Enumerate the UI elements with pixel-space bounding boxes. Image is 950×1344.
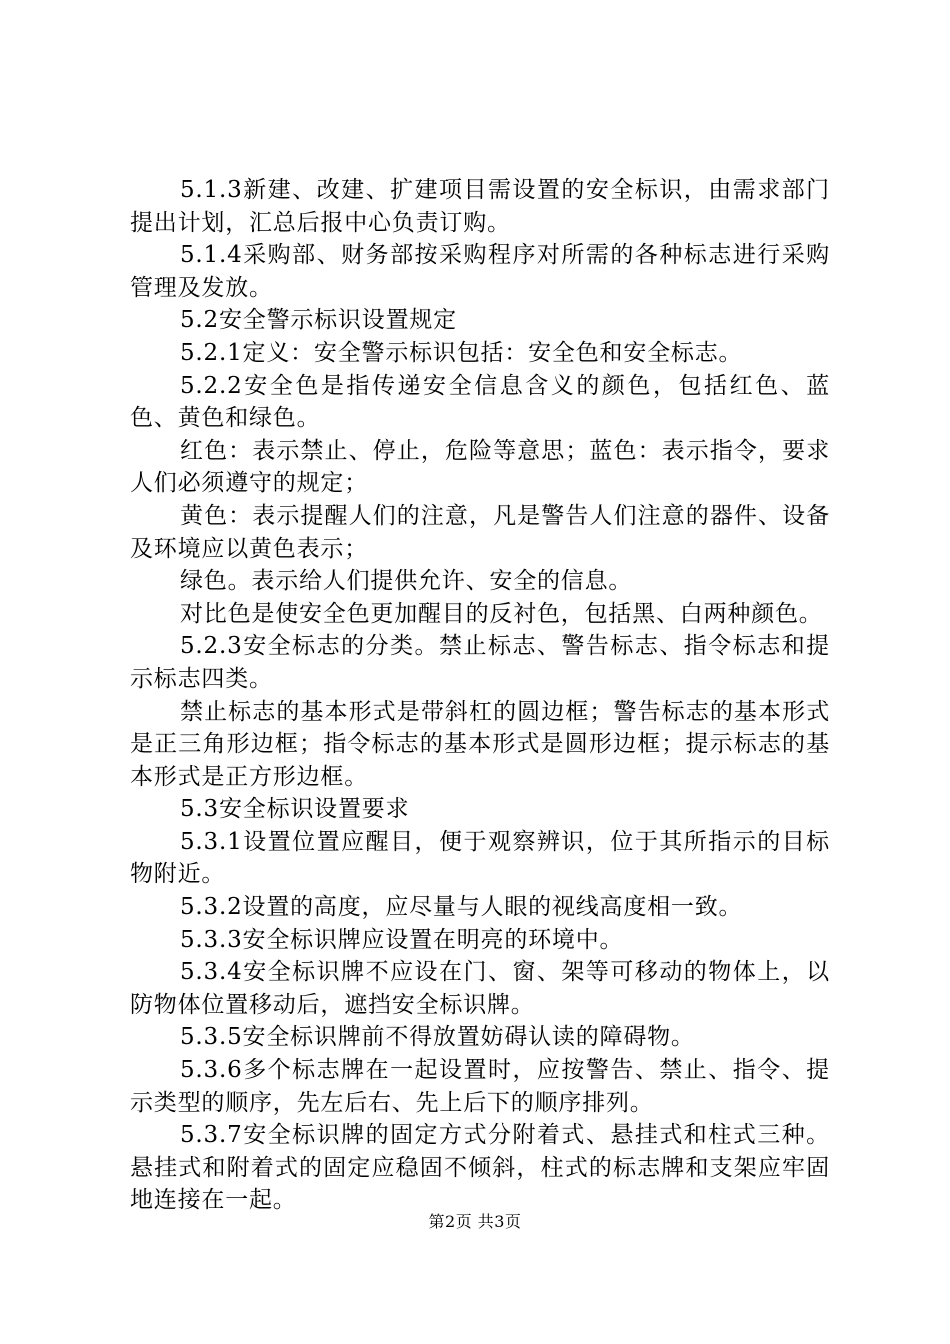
paragraph-5-3-4: 5.3.4安全标识牌不应设在门、窗、架等可移动的物体上，以防物体位置移动后，遮挡安全标识牌。 <box>130 959 830 1018</box>
paragraph-5-2-2: 5.2.2安全色是指传递安全信息含义的颜色，包括红色、蓝色、黄色和绿色。 <box>130 372 830 432</box>
paragraph-5-3-2: 5.3.2设置的高度，应尽量与人眼的视线高度相一致。 <box>180 894 743 921</box>
page-number-footer: 第2页 共3页 <box>428 1212 522 1231</box>
section-heading-5-2: 5.2安全警示标识设置规定 <box>180 307 457 334</box>
paragraph-5-1-4: 5.1.4采购部、财务部按采购程序对所需的各种标志进行采购管理及发放。 <box>130 242 830 301</box>
section-heading-5-3: 5.3安全标识设置要求 <box>180 796 410 823</box>
paragraph-5-1-3: 5.1.3新建、改建、扩建项目需设置的安全标识，由需求部门提出计划，汇总后报中心负责订购。 <box>130 177 830 236</box>
paragraph-5-3-1: 5.3.1设置位置应醒目，便于观察辨识，位于其所指示的目标物附近。 <box>130 828 830 888</box>
paragraph-5-3-6: 5.3.6多个标志牌在一起设置时，应按警告、禁止、指令、提示类型的顺序，先左后右、先上后下的顺序排列。 <box>130 1057 830 1116</box>
paragraph-yellow: 黄色：表示提醒人们的注意，凡是警告人们注意的器件、设备及环境应以黄色表示； <box>130 502 830 562</box>
paragraph-red-blue: 红色：表示禁止、停止，危险等意思；蓝色：表示指令，要求人们必须遵守的规定； <box>130 437 830 497</box>
paragraph-5-3-5: 5.3.5安全标识牌前不得放置妨碍认读的障碍物。 <box>180 1024 695 1051</box>
paragraph-5-3-7: 5.3.7安全标识牌的固定方式分附着式、悬挂式和柱式三种。悬挂式和附着式的固定应稳固不倾斜，柱式的标志牌和支架应牢固地连接在一起。 <box>130 1122 830 1214</box>
paragraph-sign-forms: 禁止标志的基本形式是带斜杠的圆边框；警告标志的基本形式是正三角形边框；指令标志的基本形式是圆形边框；提示标志的基本形式是正方形边框。 <box>130 698 830 790</box>
document-body <box>130 174 830 1217</box>
paragraph-5-3-3: 5.3.3安全标识牌应设置在明亮的环境中。 <box>180 926 624 953</box>
paragraph-5-2-1: 5.2.1定义：安全警示标识包括：安全色和安全标志。 <box>180 339 743 366</box>
paragraph-green: 绿色。表示给人们提供允许、安全的信息。 <box>180 568 633 595</box>
paragraph-5-2-3: 5.2.3安全标志的分类。禁止标志、警告标志、指令标志和提示标志四类。 <box>130 633 830 692</box>
paragraph-contrast-color: 对比色是使安全色更加醒目的反衬色，包括黑、白两种颜色。 <box>180 600 823 627</box>
